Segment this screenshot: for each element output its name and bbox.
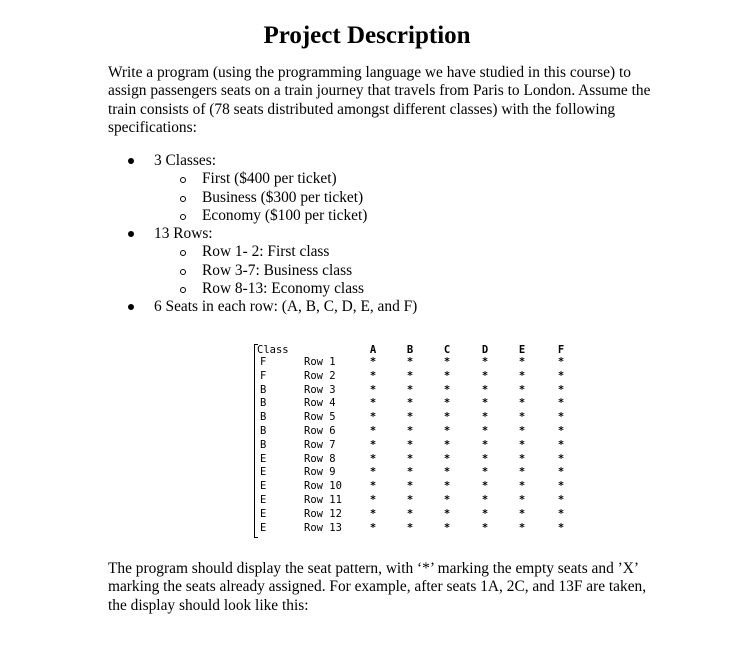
seat-marker: *: [557, 383, 565, 396]
seat-marker: *: [369, 466, 377, 479]
seat-column-f: F: [557, 344, 565, 356]
seat-marker: *: [557, 425, 565, 437]
spec-subitem-label: Economy ($100 per ticket): [202, 206, 368, 224]
row-label: Row 5: [304, 411, 336, 424]
seat-marker: *: [369, 397, 377, 410]
row-class-code: B: [260, 411, 267, 424]
seat-marker: *: [518, 397, 526, 410]
bullet-icon: [128, 231, 134, 237]
seat-marker: *: [481, 356, 489, 368]
seat-marker: *: [406, 356, 414, 368]
row-label: Row 4: [304, 397, 336, 410]
row-label: Row 6: [304, 425, 336, 437]
seat-marker: *: [369, 521, 377, 534]
spec-item: [120, 152, 620, 225]
seat-marker: *: [481, 425, 489, 437]
seat-marker: *: [518, 383, 526, 396]
seat-marker: *: [518, 411, 526, 424]
seat-marker: *: [557, 466, 565, 479]
seat-row: [254, 523, 584, 535]
spec-item: [120, 298, 620, 316]
spec-subitem-label: Row 1- 2: First class: [202, 243, 330, 261]
seat-marker: *: [406, 411, 414, 424]
seat-marker: *: [518, 425, 526, 437]
seat-marker: *: [481, 383, 489, 396]
seat-column-e: E: [518, 344, 526, 356]
seat-marker: *: [518, 369, 526, 382]
seat-marker: *: [518, 466, 526, 479]
spec-subitem: [176, 243, 620, 261]
seat-marker: *: [557, 494, 565, 506]
spec-subitem: [176, 189, 620, 207]
circle-bullet-icon: [180, 196, 186, 202]
circle-bullet-icon: [180, 177, 186, 183]
row-class-code: E: [260, 480, 267, 493]
seat-marker: *: [557, 480, 565, 493]
seat-marker: *: [481, 480, 489, 493]
seat-marker: *: [518, 507, 526, 520]
circle-bullet-icon: [180, 269, 186, 275]
circle-bullet-icon: [180, 287, 186, 293]
seat-marker: *: [443, 425, 451, 437]
seat-marker: *: [443, 356, 451, 368]
seat-row: [254, 398, 584, 410]
seat-row: [254, 385, 584, 397]
row-label: Row 8: [304, 452, 336, 465]
seat-marker: *: [443, 521, 451, 534]
circle-bullet-icon: [180, 250, 186, 256]
row-class-code: B: [260, 438, 267, 451]
circle-bullet-icon: [180, 214, 186, 220]
seat-row: [254, 440, 584, 452]
spec-subitem-label: Row 3-7: Business class: [202, 261, 353, 279]
seat-marker: *: [481, 397, 489, 410]
bullet-icon: [128, 304, 134, 310]
seat-marker: *: [443, 466, 451, 479]
seat-marker: *: [518, 356, 526, 368]
seat-marker: *: [406, 383, 414, 396]
seat-marker: *: [406, 480, 414, 493]
seat-marker: *: [443, 383, 451, 396]
row-label: Row 2: [304, 369, 336, 382]
seat-marker: *: [481, 466, 489, 479]
seat-marker: *: [369, 411, 377, 424]
seat-marker: *: [369, 452, 377, 465]
seat-column-b: B: [406, 344, 414, 356]
spec-label: 13 Rows:: [154, 225, 213, 243]
seat-marker: *: [557, 521, 565, 534]
seat-marker: *: [557, 507, 565, 520]
seat-marker: *: [443, 480, 451, 493]
spec-subitem-label: Row 8-13: Economy class: [202, 280, 365, 298]
row-class-code: F: [260, 356, 267, 368]
seat-row: [254, 495, 584, 507]
seat-row: [254, 426, 584, 438]
seat-marker: *: [518, 438, 526, 451]
spec-subitem-label: First ($400 per ticket): [202, 170, 337, 188]
spec-subitem-label: Business ($300 per ticket): [202, 188, 364, 206]
seat-marker: *: [369, 494, 377, 506]
outro-paragraph: The program should display the seat pattern, with ‘*’ marking the empty seats and ’X’ marking the seats already assigned. For example, after seats 1A, 2C, and 13F are taken, the display should look like this:: [108, 560, 647, 614]
spec-sublist: [154, 243, 620, 298]
seat-marker: *: [406, 425, 414, 437]
spec-label: 6 Seats in each row: (A, B, C, D, E, and F): [154, 298, 418, 316]
seat-marker: *: [406, 438, 414, 451]
chart-border: [254, 537, 258, 538]
spec-subitem: [176, 207, 620, 225]
seat-row: [254, 481, 584, 493]
seat-chart: [254, 344, 584, 539]
row-class-code: E: [260, 507, 267, 520]
seat-marker: *: [518, 494, 526, 506]
spec-label: 3 Classes:: [154, 152, 216, 169]
spec-sublist: [154, 170, 620, 225]
seat-marker: *: [406, 507, 414, 520]
seat-column-d: D: [481, 344, 489, 356]
seat-marker: *: [406, 521, 414, 534]
seat-marker: *: [369, 507, 377, 520]
seat-marker: *: [369, 425, 377, 437]
intro-paragraph: Write a program (using the programming language we have studied in this course) to assign passengers seats on a train journey that travels from Paris to London. Assume the train consists of (78 seats distributed amongst different classes) with the following specifications:: [108, 64, 651, 137]
seat-row: [254, 454, 584, 466]
seat-column-a: A: [369, 344, 377, 356]
seat-marker: *: [557, 356, 565, 368]
seat-marker: *: [518, 452, 526, 465]
spec-list: [120, 152, 620, 317]
seat-marker: *: [369, 369, 377, 382]
row-class-code: B: [260, 397, 267, 410]
seat-marker: *: [481, 521, 489, 534]
row-label: Row 12: [304, 507, 342, 520]
seat-row: [254, 412, 584, 424]
spec-item: [120, 225, 620, 298]
row-class-code: E: [260, 452, 267, 465]
seat-marker: *: [518, 521, 526, 534]
seat-marker: *: [443, 438, 451, 451]
spec-subitem: [176, 262, 620, 280]
row-class-code: E: [260, 521, 267, 534]
seat-marker: *: [481, 452, 489, 465]
seat-marker: *: [369, 438, 377, 451]
seat-marker: *: [443, 397, 451, 410]
seat-marker: *: [406, 369, 414, 382]
seat-marker: *: [481, 411, 489, 424]
seat-marker: *: [369, 383, 377, 396]
row-label: Row 9: [304, 466, 336, 479]
row-class-code: F: [260, 369, 267, 382]
class-column-header: Class: [257, 344, 289, 356]
seat-marker: *: [481, 438, 489, 451]
seat-marker: *: [443, 507, 451, 520]
seat-marker: *: [443, 369, 451, 382]
seat-marker: *: [443, 494, 451, 506]
seat-marker: *: [557, 411, 565, 424]
row-class-code: B: [260, 425, 267, 437]
seat-marker: *: [481, 494, 489, 506]
page-title: Project Description: [263, 22, 471, 49]
seat-marker: *: [369, 356, 377, 368]
row-label: Row 3: [304, 383, 336, 396]
seat-marker: *: [557, 452, 565, 465]
spec-subitem: [176, 280, 620, 298]
seat-marker: *: [369, 480, 377, 493]
seat-row: [254, 467, 584, 479]
seat-row: [254, 357, 584, 369]
seat-marker: *: [481, 507, 489, 520]
seat-marker: *: [406, 397, 414, 410]
row-label: Row 11: [304, 494, 342, 506]
seat-marker: *: [557, 397, 565, 410]
spec-subitem: [176, 170, 620, 188]
seat-marker: *: [443, 452, 451, 465]
seat-row: [254, 509, 584, 521]
seat-marker: *: [406, 466, 414, 479]
row-label: Row 13: [304, 521, 342, 534]
row-class-code: E: [260, 466, 267, 479]
seat-column-c: C: [443, 344, 451, 356]
row-label: Row 10: [304, 480, 342, 493]
seat-marker: *: [406, 452, 414, 465]
seat-marker: *: [406, 494, 414, 506]
row-label: Row 1: [304, 356, 336, 368]
seat-marker: *: [518, 480, 526, 493]
seat-marker: *: [481, 369, 489, 382]
row-label: Row 7: [304, 438, 336, 451]
seat-marker: *: [557, 438, 565, 451]
row-class-code: E: [260, 494, 267, 506]
row-class-code: B: [260, 383, 267, 396]
bullet-icon: [128, 158, 134, 164]
seat-marker: *: [557, 369, 565, 382]
seat-row: [254, 371, 584, 383]
seat-marker: *: [443, 411, 451, 424]
